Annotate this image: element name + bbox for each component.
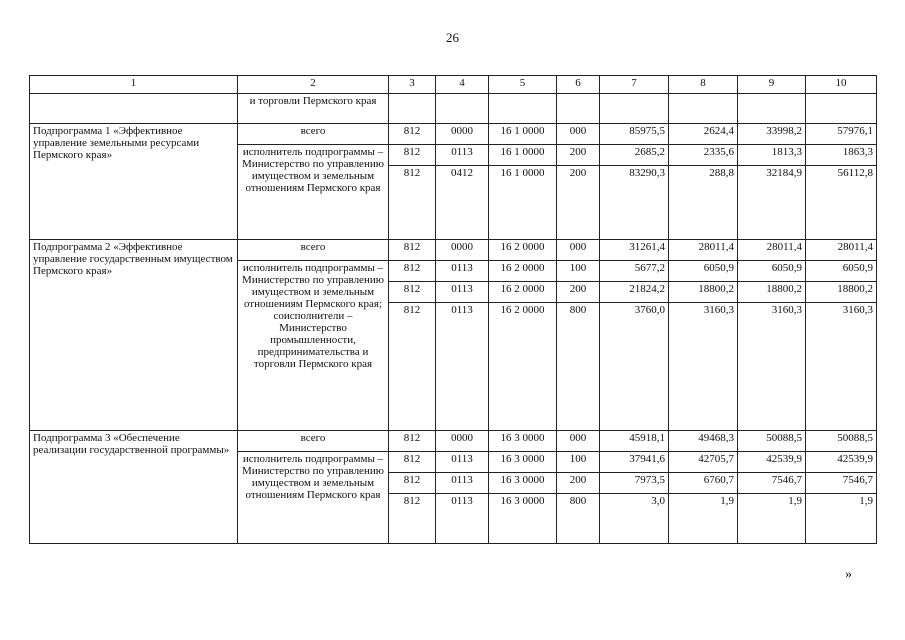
cell: 28011,4 xyxy=(738,240,806,261)
sub2-total-row xyxy=(30,240,877,261)
cell: 812 xyxy=(389,473,436,494)
cell: 37941,6 xyxy=(600,452,669,473)
sub1-total-row xyxy=(30,124,877,145)
continuation-executor: и торговли Пермского края xyxy=(238,94,389,124)
cell: 42539,9 xyxy=(738,452,806,473)
cell: 0412 xyxy=(436,166,489,240)
col-header-2: 2 xyxy=(238,76,389,94)
cell: 000 xyxy=(557,240,600,261)
cell: 7546,7 xyxy=(738,473,806,494)
cell: 000 xyxy=(557,431,600,452)
cell: 42539,9 xyxy=(806,452,877,473)
cell: 100 xyxy=(557,452,600,473)
cell: 812 xyxy=(389,145,436,166)
cell: 1813,3 xyxy=(738,145,806,166)
cell: 800 xyxy=(557,303,600,431)
continuation-row xyxy=(30,94,877,124)
cell: 28011,4 xyxy=(806,240,877,261)
cell: 21824,2 xyxy=(600,282,669,303)
cell: 812 xyxy=(389,124,436,145)
sub2-name: Подпрограмма 2 «Эффективное управление государственным имуществом Пермского края» xyxy=(30,240,238,431)
page-number: 26 xyxy=(446,30,459,45)
cell: 16 1 0000 xyxy=(489,124,557,145)
cell: 0113 xyxy=(436,452,489,473)
cell: 45918,1 xyxy=(600,431,669,452)
cell: 000 xyxy=(557,124,600,145)
cell: 812 xyxy=(389,452,436,473)
sub3-executor: исполнитель подпрограммы – Министерство по управлению имуществом и земельным отношениям Пермского края xyxy=(238,452,389,544)
cell: 50088,5 xyxy=(806,431,877,452)
cell: 812 xyxy=(389,166,436,240)
cell: 1,9 xyxy=(669,494,738,544)
cell: 2685,2 xyxy=(600,145,669,166)
cell: 0113 xyxy=(436,494,489,544)
cell: 0113 xyxy=(436,145,489,166)
sub1-name: Подпрограмма 1 «Эффективное управление земельными ресурсами Пермского края» xyxy=(30,124,238,240)
cell: 3160,3 xyxy=(738,303,806,431)
col-header-1: 1 xyxy=(30,76,238,94)
cell: 0000 xyxy=(436,240,489,261)
budget-table xyxy=(29,75,877,544)
col-header-3: 3 xyxy=(389,76,436,94)
cell: 3160,3 xyxy=(669,303,738,431)
cell: 16 2 0000 xyxy=(489,282,557,303)
cell: 32184,9 xyxy=(738,166,806,240)
cell: 0113 xyxy=(436,303,489,431)
cell: 16 2 0000 xyxy=(489,240,557,261)
cell: 288,8 xyxy=(669,166,738,240)
cell: 812 xyxy=(389,282,436,303)
cell: 42705,7 xyxy=(669,452,738,473)
cell: 812 xyxy=(389,261,436,282)
cell: 18800,2 xyxy=(738,282,806,303)
cell: 100 xyxy=(557,261,600,282)
cell: 16 2 0000 xyxy=(489,303,557,431)
closing-quote: » xyxy=(845,567,852,582)
cell: 812 xyxy=(389,494,436,544)
cell: 812 xyxy=(389,303,436,431)
cell: 1,9 xyxy=(806,494,877,544)
cell: 0113 xyxy=(436,473,489,494)
cell: 0113 xyxy=(436,282,489,303)
cell: 16 3 0000 xyxy=(489,494,557,544)
cell: 3,0 xyxy=(600,494,669,544)
cell: 800 xyxy=(557,494,600,544)
cell: 5677,2 xyxy=(600,261,669,282)
cell: 0113 xyxy=(436,261,489,282)
cell: 0000 xyxy=(436,431,489,452)
sub1-executor: исполнитель подпрограммы – Министерство по управлению имуществом и земельным отношениям Пермского края xyxy=(238,145,389,240)
cell: 3760,0 xyxy=(600,303,669,431)
cell: 812 xyxy=(389,431,436,452)
cell: 18800,2 xyxy=(669,282,738,303)
sub2-total-label: всего xyxy=(238,240,389,261)
cell: 7546,7 xyxy=(806,473,877,494)
col-header-4: 4 xyxy=(436,76,489,94)
cell: 2624,4 xyxy=(669,124,738,145)
cell: 1,9 xyxy=(738,494,806,544)
col-header-8: 8 xyxy=(669,76,738,94)
cell: 6050,9 xyxy=(806,261,877,282)
cell: 83290,3 xyxy=(600,166,669,240)
cell: 6050,9 xyxy=(738,261,806,282)
cell: 85975,5 xyxy=(600,124,669,145)
cell: 16 1 0000 xyxy=(489,145,557,166)
sub2-executor: исполнитель подпрограммы – Министерство по управлению имуществом и земельным отношениям Пермского края; соисполнители – Министерство промышленности, предпринимательства и торговли Пермского края xyxy=(238,261,389,431)
cell: 31261,4 xyxy=(600,240,669,261)
cell: 16 3 0000 xyxy=(489,473,557,494)
cell: 200 xyxy=(557,145,600,166)
cell: 57976,1 xyxy=(806,124,877,145)
cell: 6760,7 xyxy=(669,473,738,494)
cell: 50088,5 xyxy=(738,431,806,452)
cell: 16 1 0000 xyxy=(489,166,557,240)
col-header-6: 6 xyxy=(557,76,600,94)
cell: 16 3 0000 xyxy=(489,431,557,452)
cell: 1863,3 xyxy=(806,145,877,166)
col-header-9: 9 xyxy=(738,76,806,94)
cell: 0000 xyxy=(436,124,489,145)
cell: 16 2 0000 xyxy=(489,261,557,282)
cell: 56112,8 xyxy=(806,166,877,240)
sub3-total-row xyxy=(30,431,877,452)
cell: 200 xyxy=(557,473,600,494)
cell: 2335,6 xyxy=(669,145,738,166)
sub3-name: Подпрограмма 3 «Обеспечение реализации государственной программы» xyxy=(30,431,238,544)
cell: 3160,3 xyxy=(806,303,877,431)
col-header-7: 7 xyxy=(600,76,669,94)
col-header-5: 5 xyxy=(489,76,557,94)
cell: 16 3 0000 xyxy=(489,452,557,473)
cell: 49468,3 xyxy=(669,431,738,452)
cell: 28011,4 xyxy=(669,240,738,261)
cell: 812 xyxy=(389,240,436,261)
column-header-row xyxy=(30,76,877,94)
cell: 33998,2 xyxy=(738,124,806,145)
cell: 200 xyxy=(557,166,600,240)
sub1-total-label: всего xyxy=(238,124,389,145)
cell: 6050,9 xyxy=(669,261,738,282)
cell: 7973,5 xyxy=(600,473,669,494)
col-header-10: 10 xyxy=(806,76,877,94)
cell: 200 xyxy=(557,282,600,303)
cell: 18800,2 xyxy=(806,282,877,303)
sub3-total-label: всего xyxy=(238,431,389,452)
